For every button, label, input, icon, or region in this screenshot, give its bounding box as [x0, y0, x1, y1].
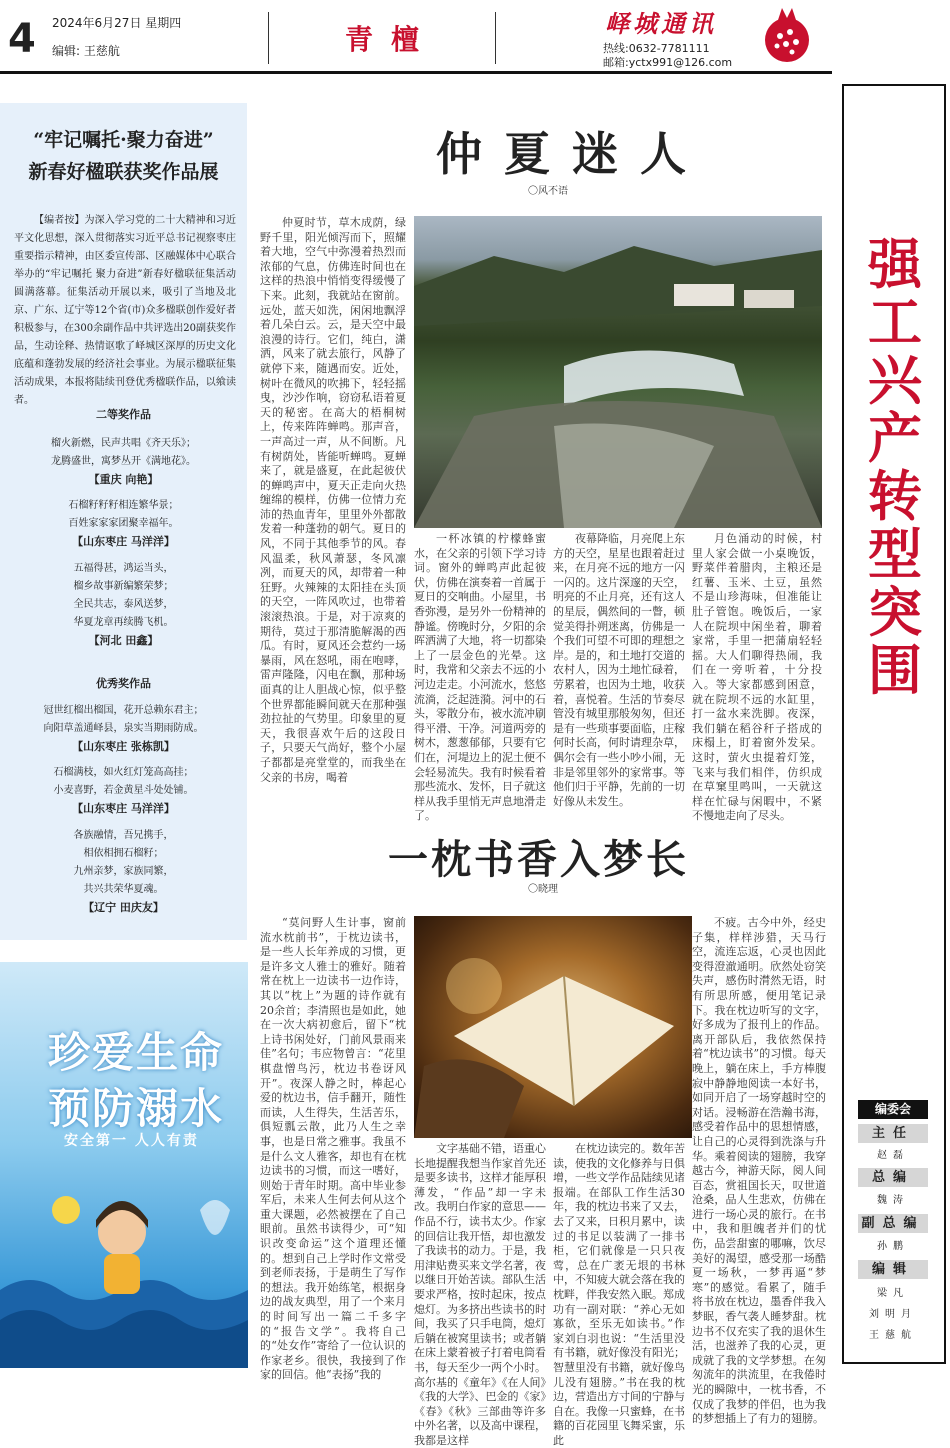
section-heading: 优秀奖作品 — [96, 677, 151, 690]
pomegranate-logo-icon — [752, 2, 822, 68]
couplet-line: 石榴满枝，如火红灯笼高高挂； — [53, 767, 194, 778]
couplet-author: 【辽宁 田庆友】 — [83, 901, 164, 914]
staff-name: 王慈航 — [869, 1330, 917, 1341]
role-label: 主任 — [858, 1124, 928, 1143]
couplet-line: 小麦喜野，若金黄星斗处处铺。 — [53, 785, 194, 796]
couplet-line: 五福得甚，鸿运当头， — [73, 563, 174, 574]
article-column: 月色涌动的时候，村里人家会做一小桌晚饭，野菜伴着腊肉，主粮还是红薯、玉米、土豆，虽然不是山珍海味，但准能让肚子管饱。晚饭后，一家人在院坝中闲坐着，聊着家常，手里一把蒲扇轻轻摇。大人们聊得热闹，我们在一旁听着，十分投入。等大家都感到困意，就在院坝不远的水缸里，打一盆水来洗脚。夜深，我们躺在稻谷秆子搭成的床榻上，盯着窗外发呆。这时，萤火虫提着灯笼，飞来与我们相伴，仿织成在草窠里鸣叫，一天就这样在忙碌与闲暇中，不紧不慢地走向了尽头。 — [692, 532, 822, 823]
article-column: 文字基础不错，语重心长地提醒我想当作家首先还是要多读书，这样才能厚积薄发，“作品”却一字未改。我明白作家的意思——作品不行，读书太少。作家的回信让我开悟，却也激发了我读书的动力。于是，我用津贴费买来文学名著，夜以继日开始苦读。部队生活要求严格，按时起床，按点熄灯。为多挤出些读书的时间，我买了只手电筒，熄灯后躺在被窝里读书；或者躺在床上蒙着被子打着电筒看书，每天至少一两个小时。高尔基的《童年》《在人间》《我的大学》、巴金的《家》《春》《秋》三部曲等许多中外名著，以及高中课程，我都是这样 — [414, 1142, 546, 1447]
masthead-role — [858, 1168, 928, 1206]
couplet-entry — [0, 827, 247, 917]
committee-label: 编委会 — [858, 1100, 928, 1119]
couplet-entry — [0, 560, 247, 650]
couplet-line: 榴乡故事新编繁荣梦； — [73, 581, 174, 592]
role-label: 副总编 — [858, 1214, 928, 1233]
article-byline: 〇风不语 — [528, 186, 568, 197]
couplet-line: 共兴共荣华夏魂。 — [83, 884, 164, 895]
article-column: 仲夏时节，草木成荫，绿野千里，阳光倾泻而下，照耀着大地，空气中弥漫着热烈而浓郁的气息，仿佛连时间也在这样的热浪中悄悄变得缓慢了下来。此刻，我就站在窗前。远处，蓝天如洗，闲闲地飘浮着几朵白云。云，是天空中最浪漫的诗行。它们，纯白，潇洒，风来了就去旅行，风静了就停下来，随遇而安。近处，树叶在微风的吹拂下，轻轻摇曳，沙沙作响，窃窃私语着夏天的秘密。在高大的梧桐树上，传来阵阵蝉鸣。那声音，一声高过一声，从不间断。凡有树荫处，皆能听蝉鸣。夏蝉来了，就是盛夏，在此起彼伏的蝉鸣声中，夏天正走向火热缠绵的模样，仿佛一位情力充沛的热血青年，里里外外都散发着一种蓬勃的朝气。夏日的风，不同于其他季节的风。春风温柔，秋风萧瑟，冬风凛冽，而夏天的风，却带着一种狂野。火辣辣的太阳挂在头顶的天空，一阵风吹过，也带着滚滚热浪。于是，对于凉爽的期待，莫过于那清脆解渴的西瓜。有时，夏风还会惹约一场暴雨，风在怒吼，雨在咆哮，雷声隆隆，闪电在飘，那种场面真的让人胆战心惊，似乎整个世界都能瞬间就天在那种强劲拉扯的气势里。印象里的夏天，我很喜欢午后的这段日子，只要天气尚好，整个小屋子都都是亮堂堂的，而我坐在父亲的书房，喝着 — [260, 216, 406, 784]
divider — [495, 12, 496, 64]
couplet-line: 榴火新燃，民声共唱《齐天乐》； — [51, 438, 196, 449]
couplet-entry — [0, 702, 247, 756]
contact-info — [603, 42, 732, 70]
couplet-author: 【重庆 向艳】 — [88, 473, 159, 486]
reading-photo — [414, 916, 692, 1138]
poster-slogan: 安全第一 人人有责 — [64, 1133, 199, 1149]
couplet-entry — [0, 435, 247, 489]
issue-date: 2024年6月27日 星期四 — [52, 16, 182, 30]
couplet-line: 龙腾盛世，寓梦丛开《满地花》。 — [51, 456, 196, 467]
couplet-line: 向阳草盖通峄县，泉实当期雨防成。 — [43, 723, 204, 734]
role-label: 总编 — [858, 1168, 928, 1187]
couplet-author: 【河北 田鑫】 — [88, 634, 159, 647]
divider — [268, 12, 269, 64]
role-label: 编辑 — [858, 1260, 928, 1279]
article-column: 一杯冰镇的柠檬蜂蜜水，在父亲的引领下学习诗词。窗外的蝉鸣声此起彼伏，仿佛在演奏着一首属于夏日的交响曲。小屋里，书香弥漫，是另外一份精神的静谧。傍晚时分，夕阳的余晖洒满了大地，将一切都染上了一层金色的光晕。这时，我常和父亲去不远的小河边走走。小河流水，悠悠流淌，泛起涟漪。河中的石头，零散分布，被水流冲刷得平滑、干净。河道两旁的树木，葱葱郁郁，只要有它们在，河堤边上的泥土便不会轻易流失。我有时候看着那些流水、发怀，日子就这样从我手里悄无声息地滑走了。 — [414, 532, 546, 823]
vertical-slogan: 强工兴产转型突围 — [868, 232, 922, 702]
article-title: 仲夏迷人 — [436, 127, 708, 181]
couplet-author: 【山东枣庄 张栋凯】 — [72, 740, 175, 753]
masthead-role — [858, 1214, 928, 1252]
couplet-line: 华夏龙章再续腾飞机。 — [73, 617, 174, 628]
poster-illustration — [0, 1170, 248, 1368]
staff-name: 刘明月 — [869, 1309, 917, 1320]
couplet-line: 九州亲梦，家族同繁， — [73, 866, 174, 877]
waterfall-photo — [414, 216, 822, 528]
page-number: 4 — [8, 16, 36, 62]
couplet-author: 【山东枣庄 马洋洋】 — [72, 802, 175, 815]
poster-line2: 预防溺水 — [48, 1084, 225, 1133]
poster-line1: 珍爱生命 — [48, 1028, 225, 1077]
editor-note: 【编者按】为深入学习党的二十大精神和习近平文化思想，深入贯彻落实习近平总书记视察枣庄重要指示精神，由区委宣传部、区融媒体中心联合举办的“牢记嘱托 聚力奋进”新春好楹联征集活动圆满落幕。征集活动开展以来，吸引了当地及北京、广东、辽宁等12个省(市)众多楹联创作爱好者积极参与，在300余副作品中共评选出20副获奖作品，生动诠释、热情讴歌了峄城区深厚的历史文化底蕴和蓬勃发展的经济社会事业。为展示楹联征集活动成果，本报将陆续刊登优秀楹联作品，以飨读者。 — [14, 215, 236, 406]
staff-name: 孙鹏 — [877, 1241, 909, 1252]
couplet-line: 百姓家家家团聚幸福年。 — [68, 518, 179, 529]
article-column: 夜幕降临，月亮爬上东方的天空，星星也跟着赶过来，在月亮不远的地方一闪一闪的。这片深邃的天空，明亮的不止月亮，还有这人的星辰，偶然间的一瞥，顿觉美得扑朔迷离，仿佛是一个我们可望不可即的理想之岸。是的，和土地打交道的农村人，因为土地忙碌着，劳累着，也因为土地，收获着，喜悦着。生活的节奏尽管没有城里那般匆匆，但还是有一些琐事要面临，庄稼何时长高，何时请理杂草，偶尔会有一些小吵小闹，无非是邻里邻外的家常事。等他们归于平静，先前的一切好像从未发生。 — [553, 532, 685, 808]
couplet-entry — [0, 764, 247, 818]
couplet-author: 【山东枣庄 马洋洋】 — [72, 535, 175, 548]
couplet-line: 各族融情，吾兄携手， — [73, 830, 174, 841]
staff-name: 梁凡 — [877, 1288, 909, 1299]
article-column: “莫问野人生计事，窗前流水枕前书”，于枕边读书，是一些人长年养成的习惯，更是许多文人雅士的雅好。随着常在枕上一边读书一边作诗，其以“枕上”为题的诗作就有20余首；李清照也是如此，她在一次大病初愈后，留下“枕上诗书闲处好，门前风景雨来佳”名句；韦应物曾言：“花里棋盘憎鸟污，枕边书卷讶风开”。夜深人静之时，棒起心爱的枕边书，信手翻开，随性而读，人生得失，生活苦乐，俱短瓢云散，此乃人生之幸事，也是日常之雅事。我虽不是什么文人雅客，却也有在枕边读书的习惯，而这一嗜好，则始于青年时期。高中毕业参军后，未来人生何去何从这个重大课题，必然被摆在了自己眼前。虽然书读得少，可“知识改变命运”这个道理还懂的。想到自己上学时作文常受到老师表扬，于是萌生了写作的想法。我开始练笔，根据身边的战友典型，用了一个来月的时间写出一篇二千多字的“报告文学”。我将自己的“处女作”寄给了一位认识的作家老乡。很快，我接到了作家的回信。他“表扬”我的 — [260, 916, 406, 1382]
couplet-entry — [0, 497, 247, 551]
email: 邮箱:yctx991@126.com — [603, 56, 733, 69]
newspaper-brand: 峄城通讯 — [605, 9, 717, 38]
couplet-line: 石榴籽籽籽相连繁华景； — [68, 500, 179, 511]
panel-title-line1: “牢记嘱托·聚力奋进” — [33, 129, 214, 151]
article-column: 不疲。古今中外，经史子集，样样涉猎，天马行空，流连忘返，心灵也因此变得澄澈通明。欣然处窃笑失声，感伤时潸然无语，时有所思所感，便用笔记录下。我在枕边听写的文字，好多成为了报刊上的作品。离开部队后，我依然保持着“枕边读书”的习惯。每天晚上，躺在床上，手方棒腹寂中静静地阅读一本好书，如同开启了一场穿越时空的对话。浸畅游在浩瀚书海，感受着作品中的思想情感，让自己的心灵得到洗涤与升华。乘着阅读的翅膀，我穿越古今，神游天际，阅人间百态，赏祖国长天，叹世道沧桑，品人生悲欢，仿佛在进行一场心灵的旅行。在书中，我和胆魄者并们的忧伤，品尝甜蜜的哪嘛，饮尽美好的渴望，感受那一场酷夏一场秋，一梦再逼“梦寒”的感觉。看累了，随手将书放在枕边，墨香伴我入梦眠，香气袭人睡梦甜。枕边书不仅充实了我的退休生活，也滋养了我的心灵，更成就了我的文学梦想。在匆匆流年的洪流里，在我倦时光的瞬隙中，一枕书香，不仅成了我梦的伴侣，也为我的梦想插上了有力的翅膀。 — [692, 916, 826, 1426]
panel-title-line2: 新春好楹联获奖作品展 — [28, 161, 219, 183]
masthead-role — [858, 1260, 928, 1346]
article-title: 一枕书香入梦长 — [388, 836, 689, 883]
couplet-line: 全民共志，泰风送梦， — [73, 599, 174, 610]
couplet-line: 冠世红榴出榴国，花开总赖东君主； — [43, 705, 204, 716]
masthead-role — [858, 1124, 928, 1161]
couplet-line: 相依相拥石榴籽； — [83, 848, 164, 859]
article-byline: 〇晓理 — [528, 884, 558, 895]
staff-name: 赵磊 — [877, 1150, 909, 1161]
staff-name: 魏涛 — [877, 1195, 909, 1206]
section-heading: 二等奖作品 — [96, 408, 151, 421]
hotline: 热线:0632-7781111 — [603, 42, 710, 55]
section-name: 青檀 — [345, 23, 438, 56]
article-column: 在枕边读完的。数年苦读，使我的文化修养与日俱增，一些文学作品陆续见诸报端。在部队工作生活30年，我的枕边书来了又去，去了又来，日积月累中，读过的书足以装满了一排书柜，它们就像是一只只夜莺，总在广袤无垠的书林中，不知疲大就会落在我的枕畔，伴我安然入眠。郑成功有一副对联：“养心无如寡欲，至乐无如读书。”作家刘白羽也说：“生活里没有书籍，就好像没有阳光；智慧里没有书籍，就好像鸟儿没有翅膀。”书在我的枕边，营造出方寸间的宁静与自在。我像一只蜜蜂，在书籍的百花园里飞舞采蜜，乐此 — [553, 1142, 685, 1447]
page-editor: 编辑: 王慈航 — [52, 44, 120, 58]
